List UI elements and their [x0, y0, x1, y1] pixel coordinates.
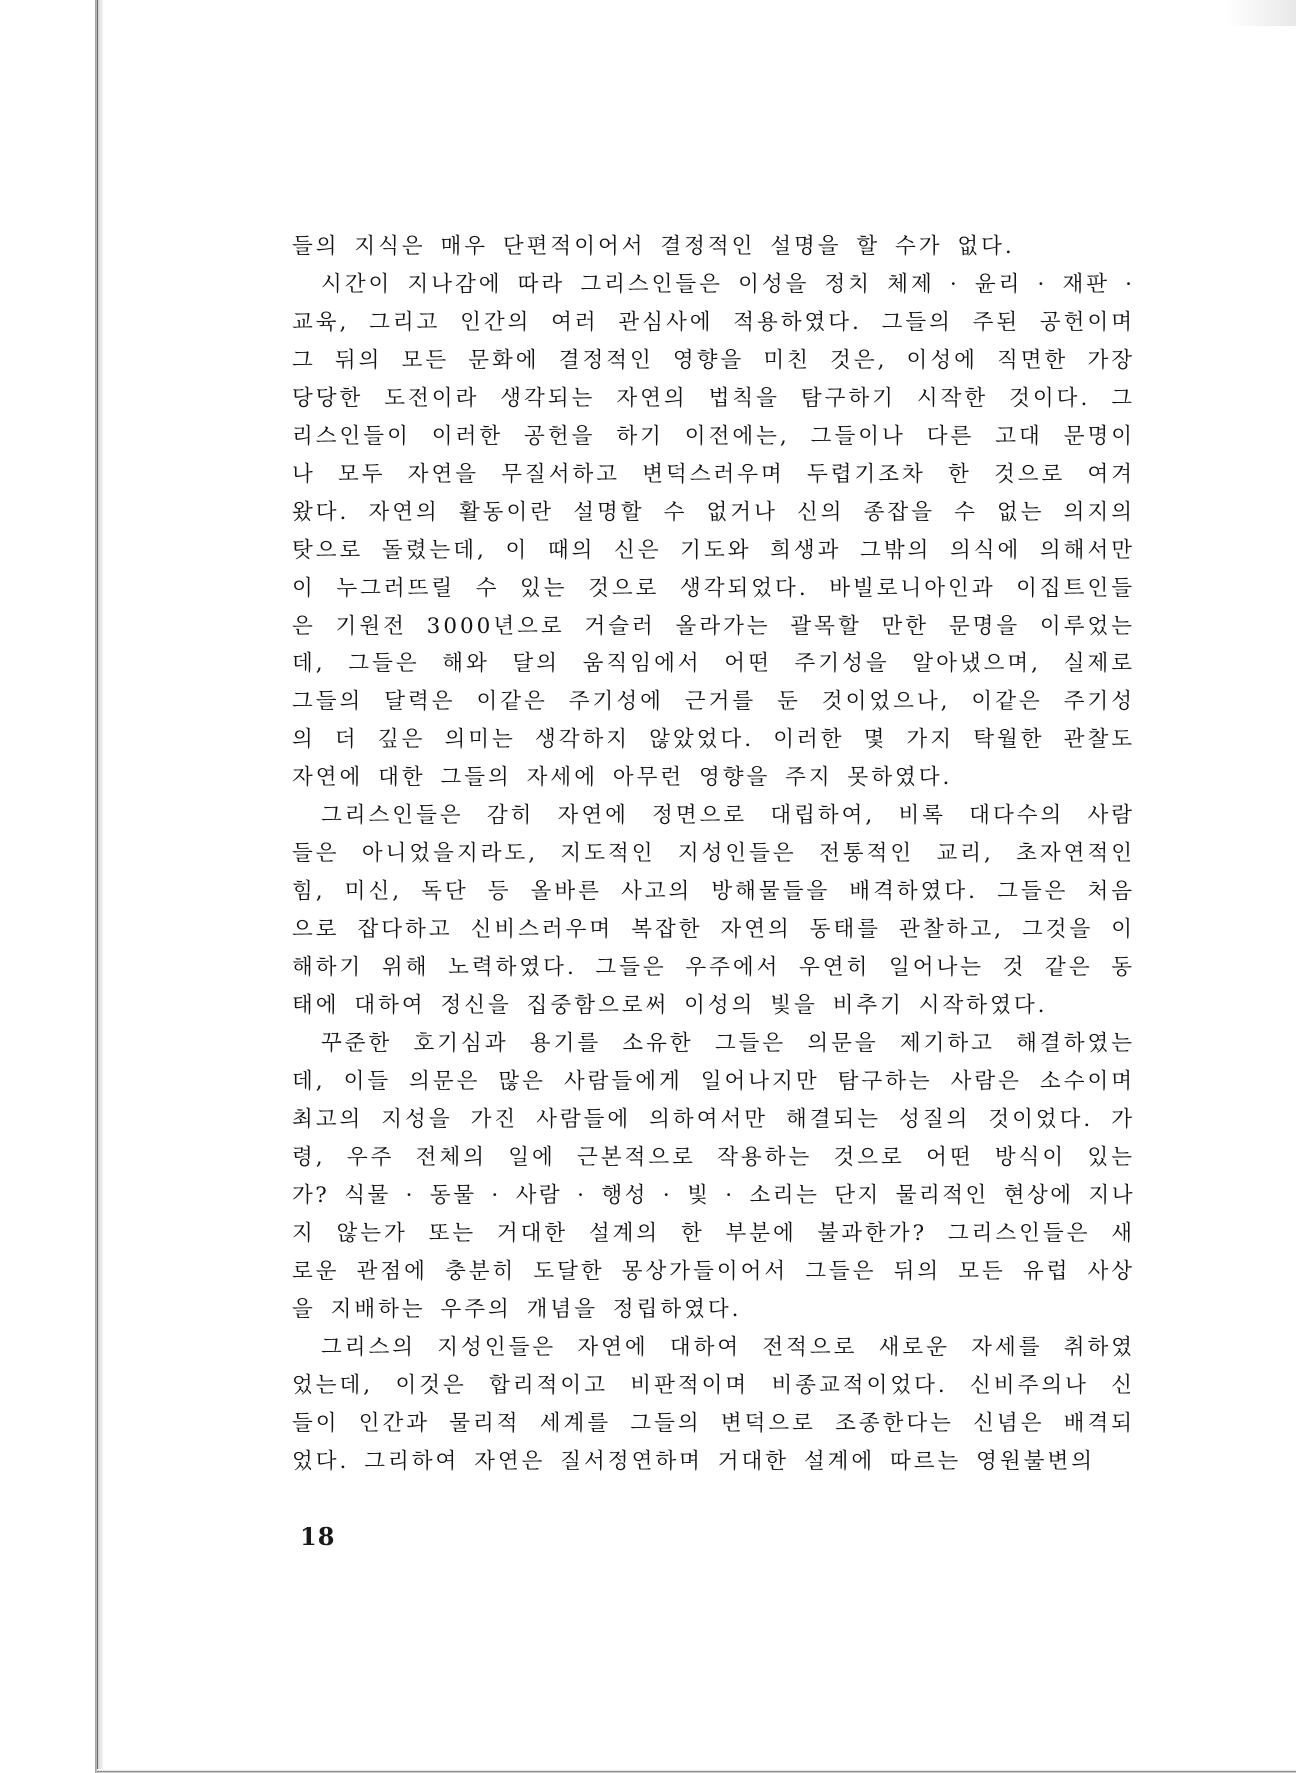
page-number: 18: [300, 1522, 336, 1551]
page-corner-shade: [1226, 0, 1296, 26]
page-bottom-line: [97, 1771, 1296, 1772]
text-line: 그리스인들은 감히 자연에 정면으로 대립하여, 비록 대다수의 사람: [321, 803, 1135, 829]
text-line: 꾸준한 호기심과 용기를 소유한 그들은 의문을 제기하고 해결하였는: [321, 1031, 1135, 1057]
text-line: 그들의 달력은 이같은 주기성에 근거를 둔 것이었으나, 이같은 주기성: [292, 689, 1135, 715]
text-line: 이 누그러뜨릴 수 있는 것으로 생각되었다. 바빌로니아인과 이집트인들: [292, 575, 1135, 601]
text-line: 최고의 지성을 가진 사람들에 의하여서만 해결되는 성질의 것이었다. 가: [292, 1106, 1135, 1132]
text-line: 은 기원전 3000년으로 거슬러 올라가는 괄목할 만한 문명을 이루었는: [292, 613, 1135, 639]
text-line: 가? 식물 · 동물 · 사람 · 행성 · 빛 · 소리는 단지 물리적인 현상에 지나: [292, 1182, 1135, 1208]
text-line: 왔다. 자연의 활동이란 설명할 수 없거나 신의 종잡을 수 없는 의지의: [292, 499, 1135, 525]
text-line: 지 않는가 또는 거대한 설계의 한 부분에 불과한가? 그리스인들은 새: [292, 1220, 1135, 1246]
body-text: [292, 228, 1135, 1480]
paragraph: [292, 228, 1135, 266]
paragraph: [292, 1329, 1135, 1481]
text-line: 을 지배하는 우주의 개념을 정립하였다.: [292, 1296, 742, 1322]
page-edge-line: [97, 0, 98, 1773]
text-line: 그리스의 지성인들은 자연에 대하여 전적으로 새로운 자세를 취하였: [321, 1334, 1135, 1360]
text-line: 태에 대하여 정신을 집중함으로써 이성의 빛을 비추기 시작하였다.: [292, 993, 1048, 1019]
text-line: 데, 그들은 해와 달의 움직임에서 어떤 주기성을 알아냈으며, 실제로: [292, 651, 1135, 677]
text-line: 그 뒤의 모든 문화에 결정적인 영향을 미친 것은, 이성에 직면한 가장: [292, 347, 1135, 373]
paragraph: [292, 797, 1135, 1025]
text-line: 들은 아니었을지라도, 지도적인 지성인들은 전통적인 교리, 초자연적인: [292, 841, 1135, 867]
text-line: 들의 지식은 매우 단편적이어서 결정적인 설명을 할 수가 없다.: [292, 234, 1015, 259]
paragraph: [292, 266, 1135, 797]
text-line: 로운 관점에 충분히 도달한 몽상가들이어서 그들은 뒤의 모든 유럽 사상: [292, 1258, 1135, 1284]
text-line: 리스인들이 이러한 공헌을 하기 이전에는, 그들이나 다른 고대 문명이: [292, 423, 1135, 449]
text-line: 었는데, 이것은 합리적이고 비판적이며 비종교적이었다. 신비주의나 신: [292, 1372, 1135, 1398]
text-line: 시간이 지나감에 따라 그리스인들은 이성을 정치 체제 · 윤리 · 재판 ·: [321, 271, 1135, 297]
text-line: 나 모두 자연을 무질서하고 변덕스러우며 두렵기조차 한 것으로 여겨: [292, 461, 1135, 487]
text-line: 탓으로 돌렸는데, 이 때의 신은 기도와 희생과 그밖의 의식에 의해서만: [292, 537, 1135, 563]
paragraph: [292, 1025, 1135, 1329]
text-line: 자연에 대한 그들의 자세에 아무런 영향을 주지 못하였다.: [292, 765, 953, 791]
text-line: 힘, 미신, 독단 등 올바른 사고의 방해물들을 배격하였다. 그들은 처음: [292, 879, 1135, 905]
text-line: 었다. 그리하여 자연은 질서정연하며 거대한 설계에 따르는 영원불변의: [292, 1448, 1095, 1474]
text-line: 령, 우주 전체의 일에 근본적으로 작용하는 것으로 어떤 방식이 있는: [292, 1144, 1135, 1170]
text-line: 해하기 위해 노력하였다. 그들은 우주에서 우연히 일어나는 것 같은 동: [292, 955, 1135, 981]
text-line: 의 더 깊은 의미는 생각하지 않았었다. 이러한 몇 가지 탁월한 관찰도: [292, 727, 1135, 753]
text-line: 으로 잡다하고 신비스러우며 복잡한 자연의 동태를 관찰하고, 그것을 이: [292, 917, 1135, 943]
text-line: 당당한 도전이라 생각되는 자연의 법칙을 탐구하기 시작한 것이다. 그: [292, 385, 1135, 411]
text-line: 데, 이들 의문은 많은 사람들에게 일어나지만 탐구하는 사람은 소수이며: [292, 1068, 1135, 1094]
text-line: 들이 인간과 물리적 세계를 그들의 변덕으로 조종한다는 신념은 배격되: [292, 1410, 1135, 1436]
text-line: 교육, 그리고 인간의 여러 관심사에 적용하였다. 그들의 주된 공헌이며: [292, 309, 1135, 335]
